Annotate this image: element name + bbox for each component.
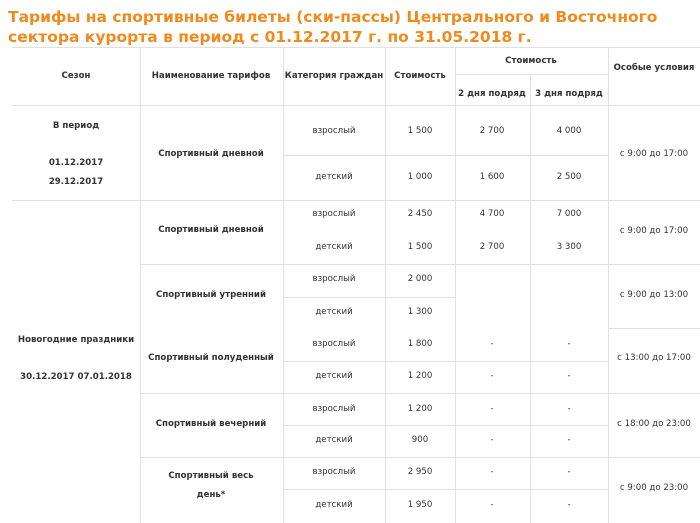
season2-dates: 30.12.2017 07.01.2018: [20, 372, 132, 382]
table-cell: -: [490, 339, 494, 349]
tariff-name: Спортивный вечерний: [155, 419, 267, 429]
page-title: Тарифы на спортивные билеты (ски-пассы) Центрального и Восточного сектора курорта в период с 01.12.2017 г. по 31.05.2018 г.: [8, 8, 658, 46]
divider: [140, 264, 700, 265]
table-border-top: [12, 47, 700, 48]
table-cell: 1 300: [407, 307, 433, 317]
table-cell: с 9:00 до 23:00: [619, 483, 689, 493]
table-cell: 2 500: [556, 172, 582, 182]
divider: [283, 155, 608, 156]
header-season: Сезон: [61, 71, 91, 81]
table-cell: 2 700: [479, 126, 505, 136]
divider: [530, 74, 531, 523]
divider: [608, 328, 700, 329]
table-cell: 1 500: [407, 242, 433, 252]
tariff-name: Спортивный весь день*: [168, 471, 254, 500]
header-cost: Стоимость: [394, 71, 446, 81]
divider: [283, 297, 455, 298]
table-cell: 2 450: [407, 209, 433, 219]
table-cell: 1 600: [479, 172, 505, 182]
table-cell: взрослый: [312, 209, 356, 219]
season1-date-to: 29.12.2017: [48, 177, 104, 187]
table-cell: взрослый: [312, 404, 356, 414]
table-cell: детский: [315, 435, 353, 445]
table-cell: 4 700: [479, 209, 505, 219]
table-cell: детский: [315, 500, 353, 510]
season1-date-from: 01.12.2017: [48, 158, 104, 168]
table-cell: 1 950: [407, 500, 433, 510]
table-cell: взрослый: [312, 274, 356, 284]
divider: [140, 457, 700, 458]
header-tariff-name: Наименование тарифов: [151, 71, 271, 81]
divider: [283, 47, 284, 523]
header-category: Категория граждан: [284, 71, 384, 81]
table-cell: -: [490, 404, 494, 414]
table-cell: 1 200: [407, 371, 433, 381]
table-cell: 1 500: [407, 126, 433, 136]
header-three-days: 3 дня подряд: [535, 89, 603, 99]
table-cell: -: [567, 404, 571, 414]
divider: [455, 47, 456, 523]
table-cell: детский: [315, 242, 353, 252]
table-cell: с 9:00 до 17:00: [619, 226, 689, 236]
table-cell: взрослый: [312, 467, 356, 477]
tariff-name: Спортивный полуденный: [148, 353, 274, 363]
table-cell: 900: [411, 435, 429, 445]
table-cell: -: [567, 435, 571, 445]
season1-tariff: Спортивный дневной: [158, 149, 264, 159]
divider: [385, 47, 386, 523]
divider: [283, 425, 608, 426]
table-cell: 2 950: [407, 467, 433, 477]
table-cell: 4 000: [556, 126, 582, 136]
divider: [12, 105, 700, 106]
tariff-name: Спортивный утренний: [156, 290, 266, 300]
table-cell: -: [567, 467, 571, 477]
divider: [140, 47, 141, 523]
divider: [283, 361, 608, 362]
table-cell: -: [567, 339, 571, 349]
table-cell: -: [567, 371, 571, 381]
table-cell: детский: [315, 172, 353, 182]
divider: [608, 47, 609, 523]
table-cell: 1 000: [407, 172, 433, 182]
table-cell: 7 000: [556, 209, 582, 219]
header-two-days: 2 дня подряд: [458, 89, 526, 99]
table-cell: взрослый: [312, 339, 356, 349]
table-cell: 2 000: [407, 274, 433, 284]
table-cell: -: [490, 500, 494, 510]
table-cell: детский: [315, 371, 353, 381]
season2-label: Новогодние праздники: [17, 335, 135, 345]
table-cell: -: [490, 467, 494, 477]
divider: [283, 489, 608, 490]
table-cell: -: [490, 435, 494, 445]
table-cell: взрослый: [312, 126, 356, 136]
table-cell: с 9:00 до 13:00: [619, 290, 689, 300]
table-cell: -: [490, 371, 494, 381]
table-cell: детский: [315, 307, 353, 317]
divider: [140, 393, 700, 394]
divider: [455, 74, 608, 75]
table-cell: 1 800: [407, 339, 433, 349]
table-cell: -: [567, 500, 571, 510]
table-cell: 3 300: [556, 242, 582, 252]
table-cell: с 18:00 до 23:00: [617, 419, 691, 429]
table-cell: 2 700: [479, 242, 505, 252]
table-cell: с 9:00 до 17:00: [619, 149, 689, 159]
season1-label: В период: [52, 121, 100, 131]
header-special: Особые условия: [613, 63, 695, 73]
header-cost-group: Стоимость: [505, 56, 557, 66]
tariff-name: Спортивный дневной: [158, 225, 264, 235]
table-cell: с 13:00 до 17:00: [617, 353, 691, 363]
table-cell: 1 200: [407, 404, 433, 414]
divider: [12, 200, 700, 201]
